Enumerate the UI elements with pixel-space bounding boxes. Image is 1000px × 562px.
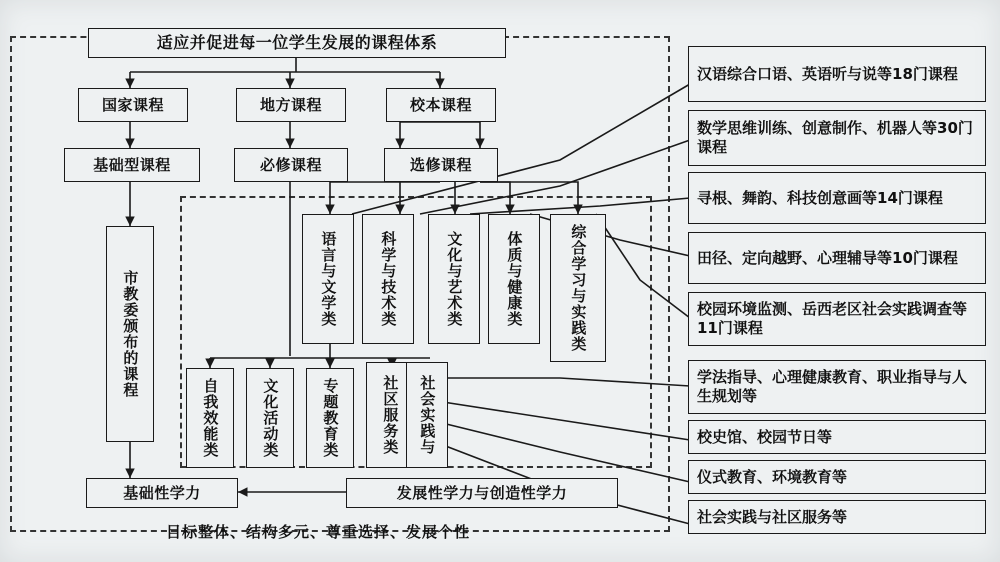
node-activity-social-practice: 社会实践与 — [406, 362, 448, 468]
node-foundation-curriculum: 基础型课程 — [64, 148, 200, 182]
node-basic-academic-ability: 基础性学力 — [86, 478, 238, 508]
node-municipal-issued-courses: 市教委颁布的课程 — [106, 226, 154, 442]
node-activity-cultural-activities: 文化活动类 — [246, 368, 294, 468]
note-ceremony-environment-education: 仪式教育、环境教育等 — [688, 460, 986, 494]
node-category-culture-art: 文化与艺术类 — [428, 214, 480, 344]
node-category-fitness-health: 体质与健康类 — [488, 214, 540, 344]
diagram-caption: 目标整体、结构多元、尊重选择、发展个性 — [166, 523, 471, 541]
note-chinese-english-oral: 汉语综合口语、英语听与说等18门课程 — [688, 46, 986, 102]
note-math-thinking-robotics: 数学思维训练、创意制作、机器人等30门课程 — [688, 110, 986, 166]
note-campus-environment-survey: 校园环境监测、岳西老区社会实践调查等11门课程 — [688, 292, 986, 346]
node-category-comprehensive-practice: 综合学习与实践类 — [550, 214, 606, 362]
note-study-guidance-career-planning: 学法指导、心理健康教育、职业指导与人生规划等 — [688, 360, 986, 414]
node-category-science-technology: 科学与技术类 — [362, 214, 414, 344]
node-developmental-creative-ability: 发展性学力与创造性学力 — [346, 478, 618, 508]
node-category-language-literature: 语言与文学类 — [302, 214, 354, 344]
node-national-curriculum: 国家课程 — [78, 88, 188, 122]
node-activity-community-service: 社区服务类 — [366, 362, 414, 468]
note-track-orienteering-counseling: 田径、定向越野、心理辅导等10门课程 — [688, 232, 986, 284]
node-activity-thematic-education: 专题教育类 — [306, 368, 354, 468]
node-elective-curriculum: 选修课程 — [384, 148, 498, 182]
node-local-curriculum: 地方课程 — [236, 88, 346, 122]
note-roots-dance-scitech-art: 寻根、舞韵、科技创意画等14门课程 — [688, 172, 986, 224]
node-activity-self-efficacy: 自我效能类 — [186, 368, 234, 468]
note-school-history-festivals: 校史馆、校园节日等 — [688, 420, 986, 454]
diagram-title-box: 适应并促进每一位学生发展的课程体系 — [88, 28, 506, 58]
note-social-practice-community-service: 社会实践与社区服务等 — [688, 500, 986, 534]
node-required-curriculum: 必修课程 — [234, 148, 348, 182]
node-school-curriculum: 校本课程 — [386, 88, 496, 122]
